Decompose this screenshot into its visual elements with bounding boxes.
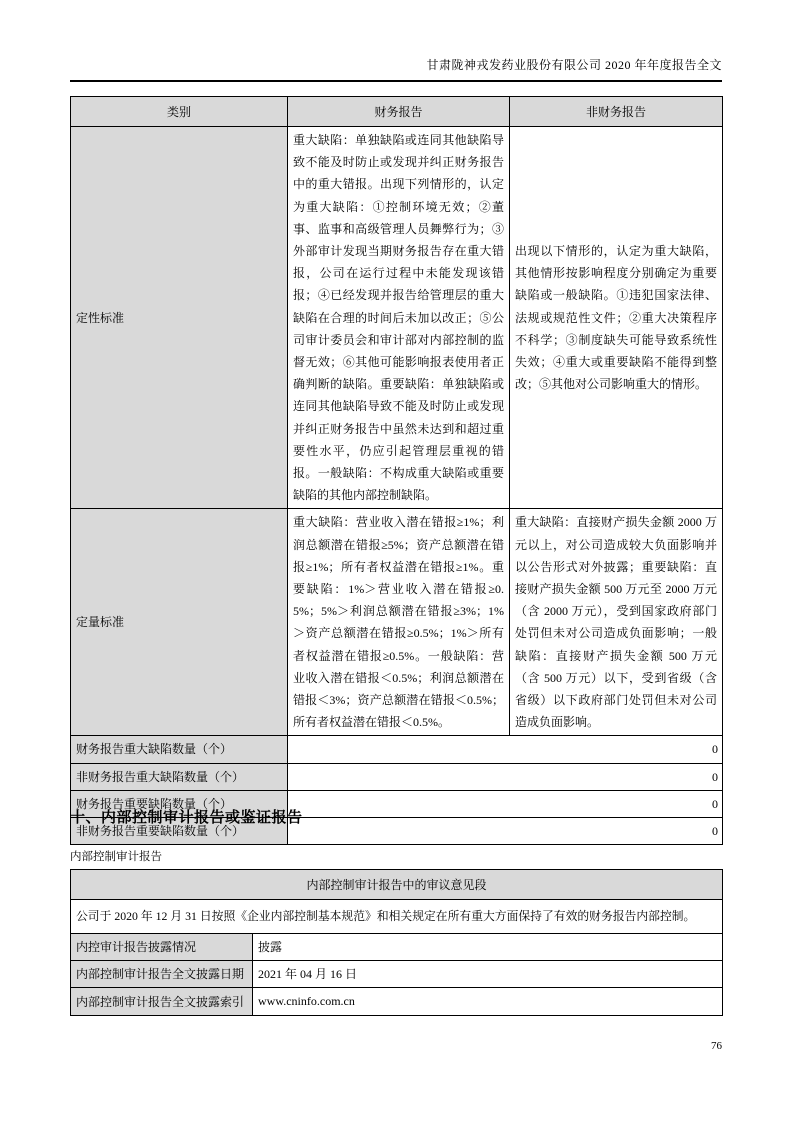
quantitative-category-label: 定量标准 [71,509,288,736]
audit-table-row [71,934,723,961]
count-label-non-financial-important: 非财务报告重要缺陷数量（个） [71,818,288,845]
count-value-financial-major: 0 [288,736,723,763]
disclosure-status-value: 披露 [253,934,723,961]
qualitative-financial-text: 重大缺陷：单独缺陷或连同其他缺陷导致不能及时防止或发现并纠正财务报告中的重大错报。出现下列情形的，认定为重大缺陷：①控制环境无效；②董事、监事和高级管理人员舞弊行为；③外部审计发现当期财务报告存在重大错报，公司在运行过程中未能发现该错报；④已经发现并报告给管理层的重大缺陷在合理的时间后未加以改正；⑤公司审计委员会和审计部对内部控制的监督无效；⑥其他可能影响报表使用者正确判断的缺陷。重要缺陷：单独缺陷或连同其他缺陷导致不能及时防止或发现并纠正财务报告中虽然未达到和超过重要性水平，仍应引起管理层重视的错报。一般缺陷：不构成重大缺陷或重要缺陷的其他内部控制缺陷。 [288,127,510,509]
audit-table-row [71,961,723,988]
disclosure-date-label: 内部控制审计报告全文披露日期 [71,961,253,988]
count-label-financial-major: 财务报告重大缺陷数量（个） [71,736,288,763]
audit-table-title: 内部控制审计报告中的审议意见段 [71,870,723,900]
count-value-non-financial-major: 0 [288,763,723,790]
quantitative-non-financial-text: 重大缺陷：直接财产损失金额 2000 万元以上，对公司造成较大负面影响并以公告形式对外披露；重要缺陷：直接财产损失金额 500 万元至 2000 万元（含 2000 万元），受到国家政府部门处罚但未对公司造成负面影响；一般缺陷：直接财产损失金额 500 万元（含 500 万元）以下，受到省级（含省级）以下政府部门处罚但未对公司造成负面影响。 [510,509,723,736]
disclosure-date-value: 2021 年 04 月 16 日 [253,961,723,988]
section-subtitle: 内部控制审计报告 [70,851,162,863]
count-label-non-financial-major: 非财务报告重大缺陷数量（个） [71,763,288,790]
defect-standards-table [70,96,723,845]
audit-report-table [70,869,723,1016]
audit-opinion-text: 公司于 2020 年 12 月 31 日按照《企业内部控制基本规范》和相关规定在所有重大方面保持了有效的财务报告内部控制。 [71,900,723,934]
report-header-title: 甘肃陇神戎发药业股份有限公司 2020 年年度报告全文 [70,56,722,82]
page-number: 76 [711,1040,722,1052]
disclosure-status-label: 内控审计报告披露情况 [71,934,253,961]
audit-table-title-row [71,870,723,900]
column-header-financial-report: 财务报告 [288,97,510,127]
table-row-count [71,763,723,790]
column-header-category: 类别 [71,97,288,127]
quantitative-financial-text: 重大缺陷：营业收入潜在错报≥1%；利润总额潜在错报≥5%；资产总额潜在错报≥1%；所有者权益潜在错报≥1%。重要缺陷：1%＞营业收入潜在错报≥0.5%；5%＞利润总额潜在错报≥3%；1%＞资产总额潜在错报≥0.5%；1%＞所有者权益潜在错报≥0.5%。一般缺陷：营业收入潜在错报＜0.5%；利润总额潜在错报＜3%；资产总额潜在错报＜0.5%；所有者权益潜在错报＜0.5%。 [288,509,510,736]
count-value-non-financial-important: 0 [288,818,723,845]
table-row-quantitative-standard [71,509,723,736]
table-row-count [71,736,723,763]
disclosure-index-value: www.cninfo.com.cn [253,988,723,1015]
table-row-qualitative-standard [71,127,723,509]
audit-table-row [71,988,723,1015]
qualitative-category-label: 定性标准 [71,127,288,509]
table-header-row [71,97,723,127]
count-label-financial-important: 财务报告重要缺陷数量（个） [71,790,288,817]
audit-opinion-row [71,900,723,934]
column-header-non-financial-report: 非财务报告 [510,97,723,127]
count-value-financial-important: 0 [288,790,723,817]
section-heading: 十、内部控制审计报告或鉴证报告 [70,810,303,826]
qualitative-non-financial-text: 出现以下情形的，认定为重大缺陷，其他情形按影响程度分别确定为重要缺陷或一般缺陷。①违犯国家法律、法规或规范性文件；②重大决策程序不科学；③制度缺失可能导致系统性失效；④重大或重要缺陷不能得到整改；⑤其他对公司影响重大的情形。 [510,127,723,509]
disclosure-index-label: 内部控制审计报告全文披露索引 [71,988,253,1015]
